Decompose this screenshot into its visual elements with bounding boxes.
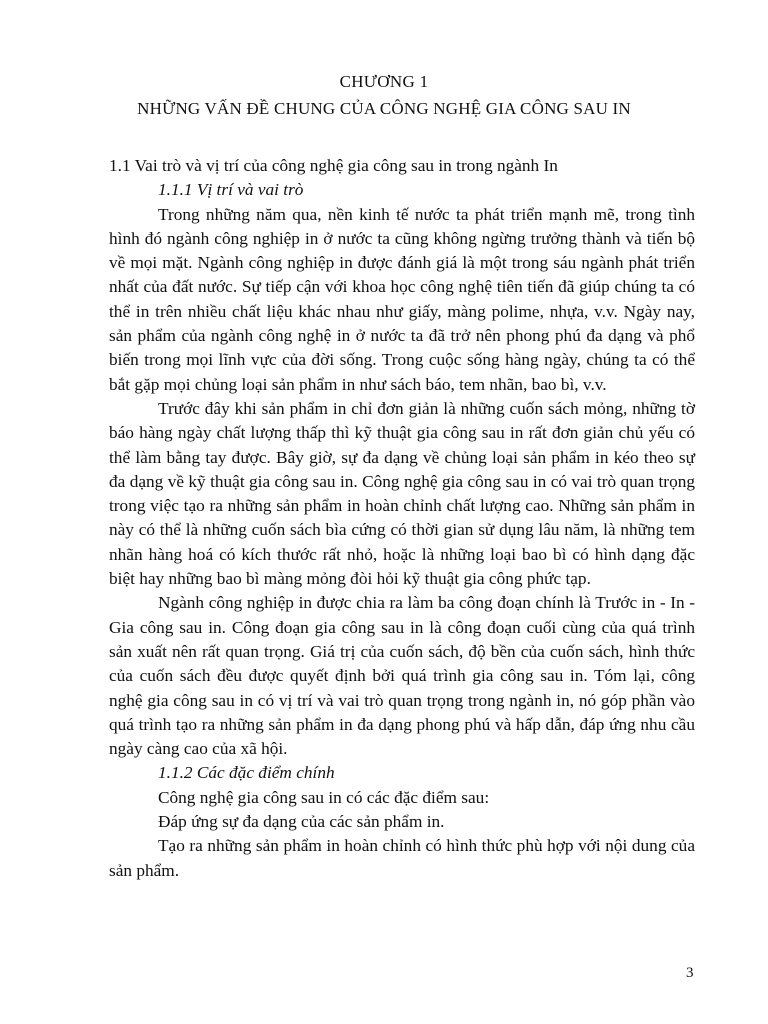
paragraph: Công nghệ gia công sau in có các đặc điểm sau:	[158, 787, 490, 807]
paragraph: Trước đây khi sản phẩm in chỉ đơn giản là những cuốn sách mỏng, những tờ báo hàng ngày chất lượng thấp thì kỹ thuật gia công sau in rất đơn giản chủ yếu có thể làm bằng tay được. Bây giờ, sự đa dạng về chủng loại sản phẩm in kéo theo sự đa dạng về kỹ thuật gia công sau in. Công nghệ gia công sau in có vai trò quan trọng trong việc tạo ra những sản phẩm in hoàn chỉnh chất lượng cao. Những sản phẩm in này có thể là những cuốn sách bìa cứng có thời gian sử dụng lâu năm, là những tem nhãn hàng hoá có kích thước rất nhỏ, hoặc là những loại bao bì có hình dạng đặc biệt hay những bao bì màng mỏng đòi hỏi kỹ thuật gia công phức tạp.	[109, 398, 695, 589]
body-text	[109, 154, 695, 883]
paragraph: Trong những năm qua, nền kinh tế nước ta phát triển mạnh mẽ, trong tình hình đó ngành công nghiệp in ở nước ta cũng không ngừng trưởng thành và tiến bộ về mọi mặt. Ngành công nghiệp in được đánh giá là một trong sáu ngành phát triển nhất của đất nước. Sự tiếp cận với khoa học công nghệ tiên tiến đã giúp chúng ta có thể in trên nhiều chất liệu khác nhau như giấy, màng polime, nhựa, v.v. Ngày nay, sản phẩm của ngành công nghệ in ở nước ta đã trở nên phong phú đa dạng và phổ biến trong mọi lĩnh vực của đời sống. Trong cuộc sống hàng ngày, chúng ta có thể bắt gặp mọi chủng loại sản phẩm in như sách báo, tem nhãn, bao bì, v.v.	[109, 204, 695, 394]
chapter-label: CHƯƠNG 1	[339, 72, 429, 91]
chapter-title: NHỮNG VẤN ĐỀ CHUNG CỦA CÔNG NGHỆ GIA CÔNG SAU IN	[137, 99, 631, 118]
paragraph: Tạo ra những sản phẩm in hoàn chỉnh có hình thức phù hợp với nội dung của sản phẩm.	[109, 836, 695, 880]
page-number: 3	[686, 965, 694, 981]
paragraph: Ngành công nghiệp in được chia ra làm ba công đoạn chính là Trước in - In - Gia công sau in. Công đoạn gia công sau in là công đoạn cuối cùng của quá trình sản xuất nên rất quan trọng. Giá trị của cuốn sách, độ bền của cuốn sách, hình thức của cuốn sách đều được quyết định bởi quá trình gia công sau in. Tóm lại, công nghệ gia công sau in có vị trí và vai trò quan trọng trong ngành in, nó góp phần vào quá trình tạo ra những sản phẩm in đa dạng phong phú và hấp dẫn, đáp ứng nhu cầu ngày càng cao của xã hội.	[109, 593, 695, 759]
subsection-heading-1-1-2: 1.1.2 Các đặc điểm chính	[158, 763, 335, 783]
subsection-heading-1-1-1: 1.1.1 Vị trí và vai trò	[158, 180, 304, 200]
paragraph: Đáp ứng sự đa dạng của các sản phẩm in.	[158, 812, 445, 832]
section-heading-1-1: 1.1 Vai trò và vị trí của công nghệ gia công sau in trong ngành In	[109, 156, 558, 175]
